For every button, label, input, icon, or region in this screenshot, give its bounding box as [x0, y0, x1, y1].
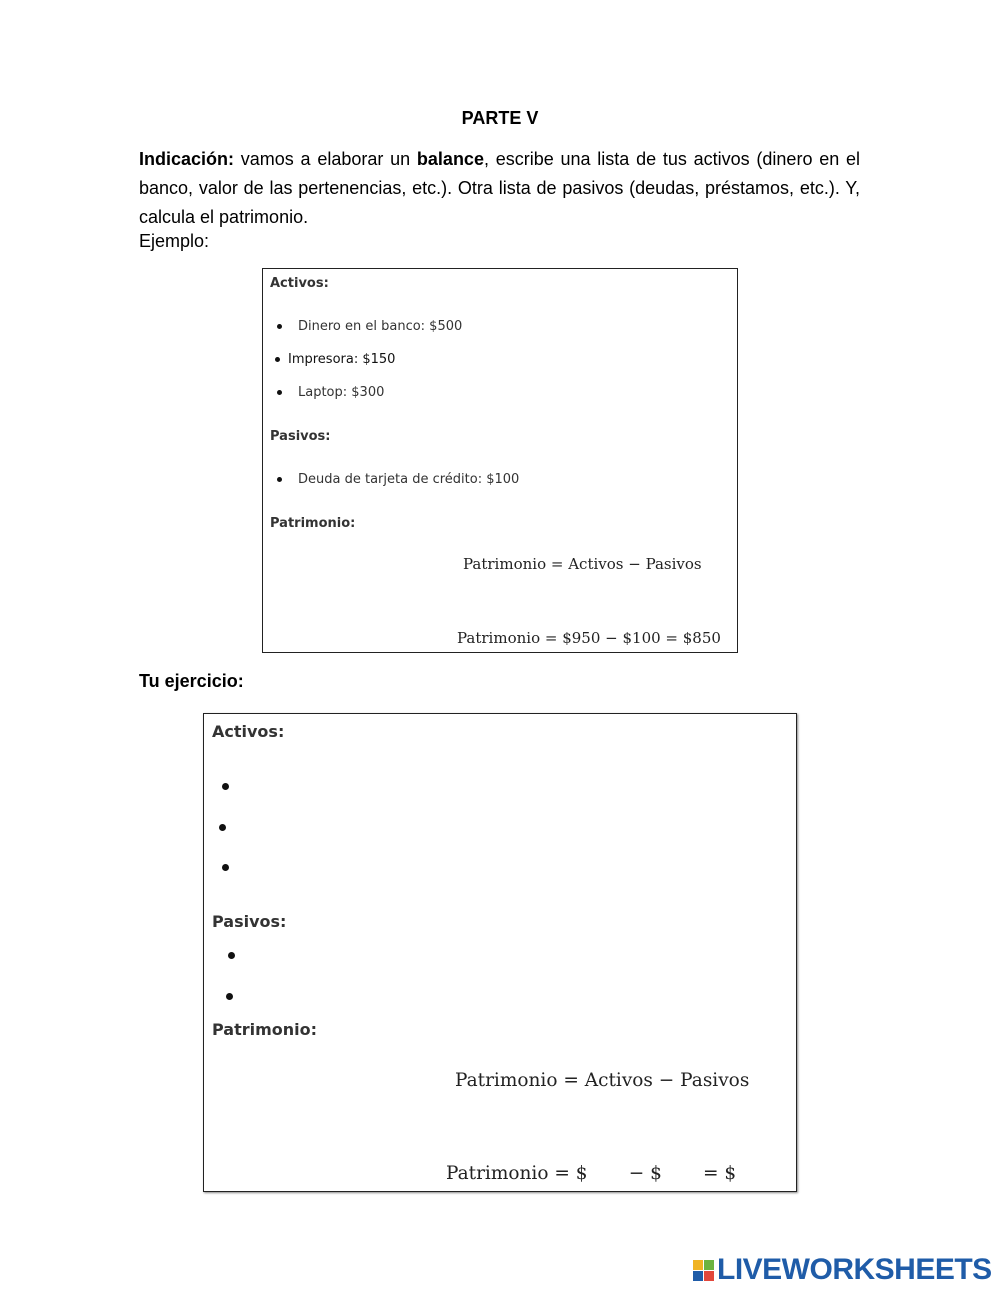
bullet-icon [277, 477, 282, 482]
example-activo-item: Laptop: $300 [277, 385, 384, 400]
bullet-icon [222, 783, 229, 790]
liveworksheets-logo-icon [693, 1260, 714, 1281]
exercise-patrimonio-label: Patrimonio: [212, 1020, 318, 1039]
example-formula: Patrimonio = Activos − Pasivos [463, 555, 702, 573]
bullet-icon [222, 864, 229, 871]
exercise-label: Tu ejercicio: [139, 671, 244, 691]
instruction-paragraph [139, 145, 860, 232]
exercise-formula: Patrimonio = Activos − Pasivos [455, 1070, 750, 1091]
example-patrimonio-label: Patrimonio: [270, 516, 356, 531]
example-label: Ejemplo: [139, 231, 210, 251]
bullet-icon [277, 390, 282, 395]
bullet-icon [275, 357, 280, 362]
bullet-icon [277, 324, 282, 329]
instruction-text-2: , escribe una lista de tus activos (dinero en el banco, valor de las pertenencias, etc.). Otra lista de pasivos (deudas, préstamos, etc.). Y, calcula el patrimonio. [139, 149, 861, 227]
example-pasivo-item: Deuda de tarjeta de crédito: $100 [277, 472, 519, 487]
example-activos-label: Activos: [270, 276, 329, 291]
exercise-calculation: Patrimonio = $ − $ = $ [446, 1163, 737, 1184]
instruction-text-1: vamos a elaborar un [234, 149, 417, 169]
page-title: PARTE V [461, 108, 539, 128]
bullet-icon [226, 993, 233, 1000]
brand-name: LIVEWORKSHEETS [717, 1253, 992, 1286]
example-activo-item: Dinero en el banco: $500 [277, 319, 462, 334]
example-balance-box [262, 268, 738, 653]
example-activo-item: Impresora: $150 [275, 352, 395, 367]
exercise-balance-box [203, 713, 797, 1192]
liveworksheets-logo [693, 1253, 992, 1287]
bullet-icon [219, 824, 226, 831]
exercise-activos-label: Activos: [212, 722, 285, 741]
instruction-bold-word: balance [416, 149, 484, 169]
bullet-icon [228, 952, 235, 959]
example-pasivos-label: Pasivos: [270, 429, 331, 444]
instruction-lead: Indicación: [139, 149, 235, 169]
example-calculation: Patrimonio = $950 − $100 = $850 [457, 629, 721, 647]
exercise-pasivos-label: Pasivos: [212, 912, 287, 931]
